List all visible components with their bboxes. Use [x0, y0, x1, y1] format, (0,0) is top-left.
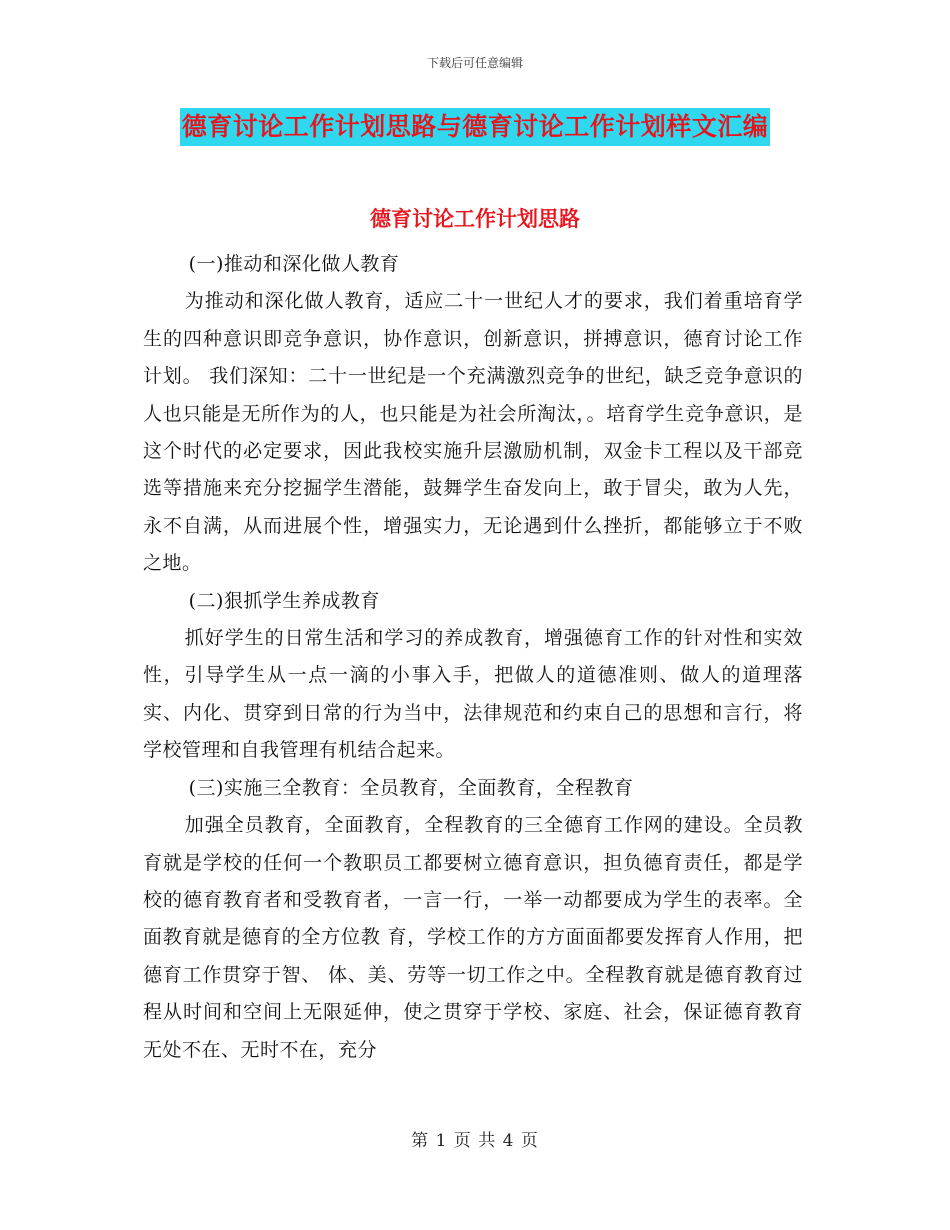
- section-title: 德育讨论工作计划思路: [370, 206, 580, 231]
- page-header-note: 下载后可任意编辑: [426, 56, 523, 70]
- document-title: 德育讨论工作计划思路与德育讨论工作计划样文汇编: [180, 108, 771, 146]
- subheading-1: (一)推动和深化做人教育: [188, 253, 400, 275]
- document-title-container: [0, 108, 950, 146]
- paragraph-3: 加强全员教育，全面教育，全程教育的三全德育工作网的建设。全员教育就是学校的任何一个教职员工都要树立德育意识，担负德育责任，都是学校的德育教育者和受教育者，一言一行，一举一动都要成为学生的表率。全面教育就是德育的全方位教 育，学校工作的方方面面都要发挥育人作用，把德育工作贯穿于智、 体、美、劳等一切工作之中。全程教育就是德育教育过程从时间和空间上无限延伸，使之贯穿于学校、家庭、社会，保证德育教育无处不在、无时不在，充分: [143, 814, 803, 1061]
- page-number-footer: 第 1 页 共 4 页: [411, 1131, 539, 1151]
- document-body: [143, 246, 803, 1069]
- paragraph-2: 抓好学生的日常生活和学习的养成教育，增强德育工作的针对性和实效性，引导学生从一点一滴的小事入手，把做人的道德准则、做人的道理落实、内化、贯穿到日常的行为当中，法律规范和约束自己的思想和言行，将学校管理和自我管理有机结合起来。: [143, 627, 803, 762]
- subheading-3: (三)实施三全教育：全员教育，全面教育，全程教育: [188, 776, 634, 799]
- paragraph-1: 为推动和深化做人教育，适应二十一世纪人才的要求，我们着重培育学生的四种意识即竞争意识，协作意识，创新意识，拼搏意识，德育讨论工作计划。 我们深知：二十一世纪是一个充满激烈竞争的世纪，缺乏竞争意识的人也只能是无所作为的人，也只能是为社会所淘汰，。培育学生竞争意识，是这个时代的必定要求，因此我校实施升层激励机制，双金卡工程以及干部竞选等措施来充分挖掘学生潜能，鼓舞学生奋发向上，敢于冒尖，敢为人先，永不自满，从而进展个性，增强实力，无论遇到什么挫折，都能够立于不败之地。: [143, 290, 803, 575]
- subheading-2: (二)狠抓学生养成教育: [188, 589, 380, 612]
